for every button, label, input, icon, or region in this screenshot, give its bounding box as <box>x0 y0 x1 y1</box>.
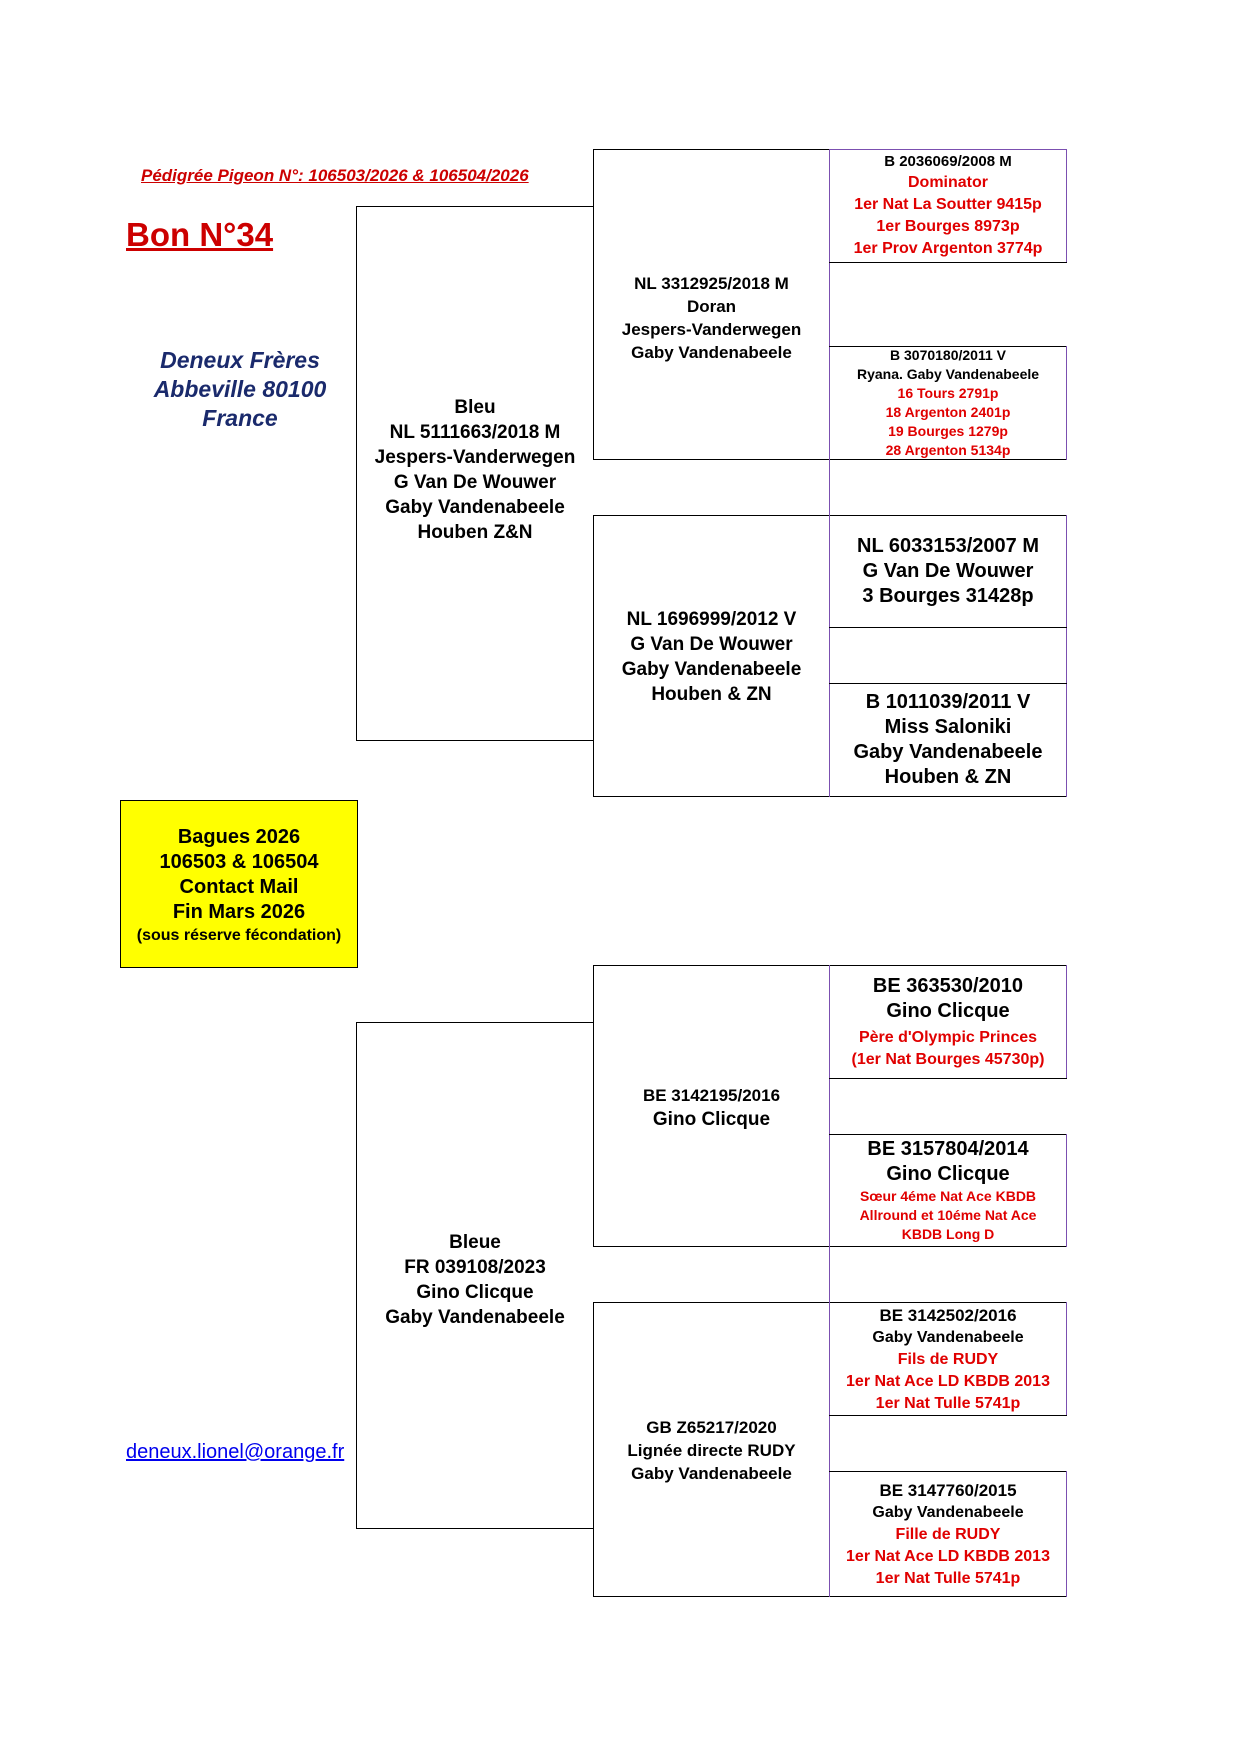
frame-line <box>1066 1471 1067 1597</box>
frame-line <box>829 262 1067 263</box>
frame-line <box>829 1415 1067 1416</box>
contact-email-link[interactable]: deneux.lionel@orange.fr <box>126 1441 345 1463</box>
mother-box <box>357 1225 593 1335</box>
breeder-name: Deneux Frères <box>160 347 320 373</box>
fd-dam-box <box>830 684 1066 796</box>
ff-sire-box <box>830 150 1066 262</box>
father-dam-line: Houben & ZN <box>651 684 772 705</box>
fd-dam-line: B 1011039/2011 V <box>865 691 1031 713</box>
md-sire-perf: Fils de RUDY <box>897 1350 999 1368</box>
bague-line4: Fin Mars 2026 <box>172 901 306 923</box>
bon-number: Bon N°34 <box>126 216 274 253</box>
md-dam-perf: 1er Nat Tulle 5741p <box>875 1569 1021 1587</box>
md-sire-box <box>830 1303 1066 1415</box>
father-sire-line: Jespers-Vanderwegen <box>621 320 802 339</box>
frame-line <box>356 1528 593 1529</box>
father-dam-line: G Van De Wouwer <box>630 634 793 655</box>
father-dam-box <box>594 605 829 709</box>
ff-sire-perf: 1er Prov Argenton 3774p <box>853 240 1043 257</box>
ff-sire-perf: 1er Nat La Soutter 9415p <box>854 196 1042 213</box>
fd-sire-line: NL 6033153/2007 M <box>857 534 1039 557</box>
father-box <box>357 390 593 550</box>
frame-line <box>829 1078 1067 1079</box>
father-sire-line: NL 3312925/2018 M <box>634 274 789 293</box>
ff-dam-head: Ryana. Gaby Vandenabeele <box>856 366 1040 382</box>
breeder-info <box>120 346 360 433</box>
md-sire-head: BE 3142502/2016 <box>879 1305 1017 1325</box>
md-sire-head: Gaby Vandenabeele <box>872 1328 1024 1346</box>
ff-dam-head: B 3070180/2011 V <box>890 347 1006 363</box>
ms-sire-head: BE 363530/2010 <box>872 974 1024 997</box>
bague-note: (sous réserve fécondation) <box>136 927 342 944</box>
ms-sire-head: Gino Clicque <box>886 999 1010 1022</box>
frame-line <box>829 627 1067 628</box>
frame-line <box>1066 965 1067 1079</box>
father-line: Bleu <box>454 397 496 418</box>
fd-sire-line: G Van De Wouwer <box>862 559 1034 582</box>
ms-dam-perf: Allround et 10éme Nat Ace <box>859 1207 1037 1223</box>
ff-sire-head: B 2036069/2008 M <box>884 153 1012 170</box>
md-sire-perf: 1er Nat Tulle 5741p <box>875 1394 1021 1412</box>
ms-sire-perf: (1er Nat Bourges 45730p) <box>851 1050 1045 1068</box>
ff-dam-perf: 18 Argenton 2401p <box>885 404 1011 420</box>
md-dam-head: Gaby Vandenabeele <box>872 1503 1024 1521</box>
mother-line: Gaby Vandenabeele <box>385 1307 565 1328</box>
frame-line <box>593 1596 1067 1597</box>
frame-line <box>1066 346 1067 460</box>
frame-line <box>593 1246 1067 1247</box>
father-line: NL 5111663/2018 M <box>389 422 561 443</box>
ff-dam-perf: 16 Tours 2791p <box>897 385 999 401</box>
fd-sire-line: 3 Bourges 31428p <box>862 584 1034 607</box>
frame-line <box>593 515 1067 516</box>
mother-line: Gino Clicque <box>416 1282 534 1303</box>
father-dam-line: NL 1696999/2012 V <box>626 609 797 630</box>
md-dam-perf: 1er Nat Ace LD KBDB 2013 <box>846 1547 1050 1565</box>
ff-dam-box <box>830 347 1066 459</box>
md-sire-perf: 1er Nat Ace LD KBDB 2013 <box>846 1372 1050 1390</box>
breeder-city: Abbeville 80100 <box>153 376 327 402</box>
ff-dam-perf: 28 Argenton 5134p <box>885 442 1011 458</box>
mother-dam-line: Lignée directe RUDY <box>627 1440 796 1460</box>
mother-sire-box <box>594 1082 829 1134</box>
fd-dam-line: Houben & ZN <box>884 766 1012 788</box>
fd-dam-line: Gaby Vandenabeele <box>853 741 1043 763</box>
father-sire-line: Gaby Vandenabeele <box>631 343 792 362</box>
frame-line <box>1066 515 1067 797</box>
bague-line1: Bagues 2026 <box>177 826 301 848</box>
bague-line3: Contact Mail <box>179 876 299 898</box>
father-line: G Van De Wouwer <box>393 472 557 493</box>
bague-box <box>120 800 358 968</box>
mother-dam-line: Gaby Vandenabeele <box>631 1463 792 1483</box>
ms-sire-perf: Père d'Olympic Princes <box>858 1028 1038 1046</box>
md-dam-box <box>830 1472 1066 1596</box>
frame-line <box>593 149 830 150</box>
pedigree-title: Pédigrée Pigeon N°: 106503/2026 & 106504/2026 <box>141 166 529 185</box>
mother-line: Bleue <box>449 1232 501 1253</box>
father-sire-line: Doran <box>686 297 737 316</box>
breeder-country: France <box>202 405 278 431</box>
ff-sire-perf: Dominator <box>908 174 988 191</box>
mother-sire-line: BE 3142195/2016 <box>642 1086 781 1105</box>
frame-line <box>356 740 593 741</box>
ms-dam-perf: Sœur 4éme Nat Ace KBDB <box>859 1188 1037 1204</box>
ff-sire-perf: 1er Bourges 8973p <box>876 218 1020 235</box>
md-dam-head: BE 3147760/2015 <box>879 1480 1017 1500</box>
mother-dam-box <box>594 1412 829 1488</box>
ms-dam-head: BE 3157804/2014 <box>867 1138 1029 1160</box>
ms-dam-head: Gino Clicque <box>886 1163 1010 1185</box>
ff-dam-perf: 19 Bourges 1279p <box>888 423 1008 439</box>
fd-sire-box <box>830 530 1066 612</box>
frame-line <box>356 1022 593 1023</box>
father-line: Gaby Vandenabeele <box>385 497 565 518</box>
mother-line: FR 039108/2023 <box>404 1257 546 1278</box>
frame-line <box>1066 1134 1067 1247</box>
frame-line <box>593 796 1067 797</box>
md-dam-perf: Fille de RUDY <box>895 1525 1001 1543</box>
mother-dam-line: GB Z65217/2020 <box>646 1417 777 1437</box>
fd-dam-line: Miss Saloniki <box>884 716 1012 738</box>
father-line: Houben Z&N <box>417 522 533 543</box>
frame-line <box>356 206 593 207</box>
frame-line <box>1066 149 1067 263</box>
bague-line2: 106503 & 106504 <box>159 851 319 873</box>
ms-dam-box <box>830 1135 1066 1246</box>
father-dam-line: Gaby Vandenabeele <box>621 659 802 680</box>
father-sire-box <box>594 270 829 366</box>
mother-sire-line: Gino Clicque <box>652 1109 771 1130</box>
ms-dam-perf: KBDB Long D <box>901 1226 995 1242</box>
frame-line <box>1066 1302 1067 1416</box>
father-line: Jespers-Vanderwegen <box>374 447 576 468</box>
ms-sire-box <box>830 966 1066 1078</box>
